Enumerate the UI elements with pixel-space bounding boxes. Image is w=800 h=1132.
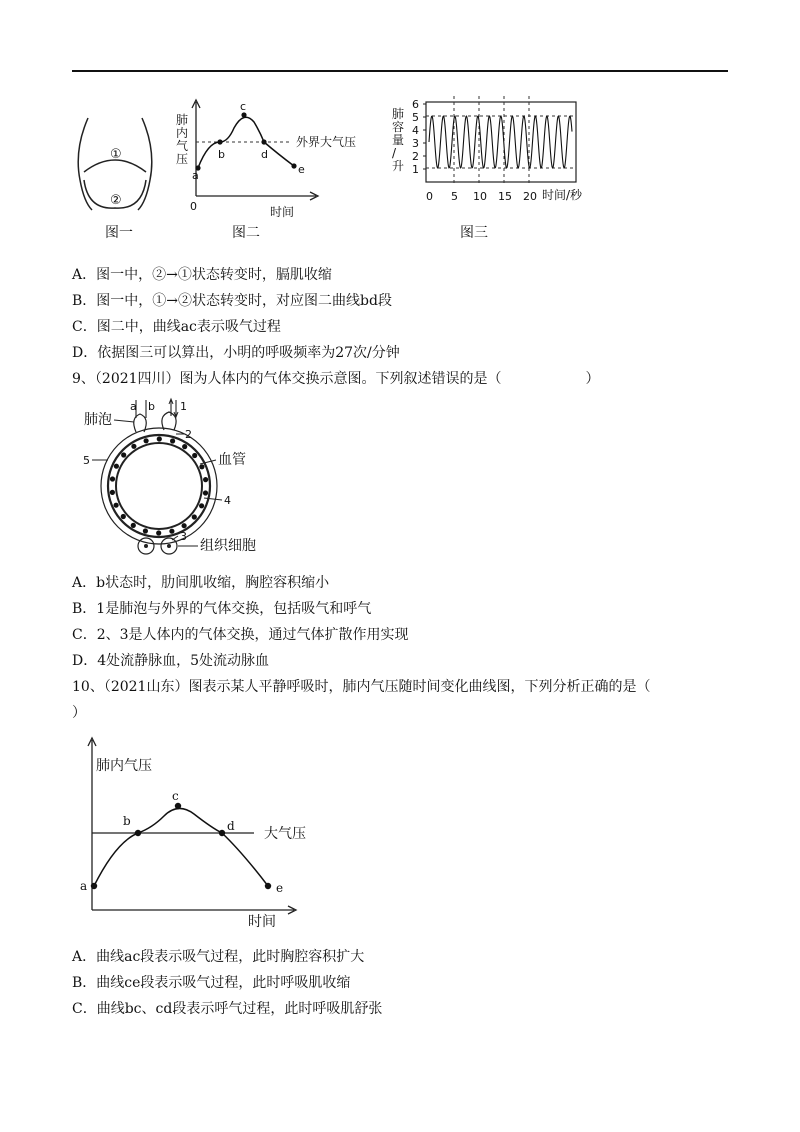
fig3-x-tick-label: 20 [523,190,537,203]
label-alveoli: 肺泡 [84,412,112,428]
blood-cell [143,528,148,533]
q9-option-d: D．4处流静脉血，5处流动脉血 [72,653,270,669]
fig2-y-label: 肺内气压 [176,113,189,166]
q8-option-d: D．依据图三可以算出，小明的呼吸频率为27次/分钟 [72,345,400,361]
fig3-y-tick-label: 3 [412,137,419,150]
tissue-cell-right-nucleus [167,544,171,548]
q8-option-c: C．图二中，曲线ac表示吸气过程 [72,319,281,335]
q10-label-e: e [276,881,284,895]
fig3-y-tick-label: 4 [412,124,419,137]
fig2-label-c: c [240,100,247,113]
blood-cell [121,514,126,519]
fig3-x-tick-label: 0 [426,190,433,203]
label-tissue: 组织细胞 [200,538,256,554]
blood-cell [110,490,115,495]
fig2-point-d [261,139,266,144]
fig1-label-1: ① [110,147,122,162]
fig2-label-b: b [218,148,225,161]
fig3-volume-wave [429,116,572,168]
q10-pressure-curve [94,808,268,886]
q10-option-a: A．曲线ac段表示吸气过程，此时胸腔容积扩大 [72,949,365,965]
fig3-x-ticks [426,190,537,203]
blood-cell [169,529,174,534]
label-5: 5 [83,454,90,467]
blood-cell [199,464,204,469]
tissue-cell-left-nucleus [144,544,148,548]
figure-1-diagram [70,110,160,215]
blood-cell [131,523,136,528]
blood-cell [199,503,204,508]
q10-point-b [135,830,141,836]
q10-point-c [175,803,181,809]
fig2-pressure-curve [198,117,294,168]
fig3-x-tick-label: 10 [473,190,487,203]
label-vessel: 血管 [218,452,246,468]
pointer-4 [204,498,222,500]
blood-cell [170,438,175,443]
blood-cell [156,530,161,535]
q10-point-d [219,830,225,836]
fig3-y-tick-label: 5 [412,111,419,124]
fig3-y-tick-label: 1 [412,163,419,176]
fig2-label-d: d [261,148,268,161]
blood-cell [110,476,115,481]
blood-cell [131,444,136,449]
fig3-vertical-dash-group [454,96,529,186]
figure-1-caption: 图一 [105,225,133,241]
label-b: b [148,400,155,413]
label-2: 2 [185,428,192,441]
blood-cell [182,523,187,528]
fig2-point-e [291,163,296,168]
fig3-y-tick-label: 6 [412,98,419,111]
fig2-ref-label: 外界大气压 [296,135,357,149]
fig2-x-label: 时间 [270,205,295,219]
blood-cell [121,452,126,457]
alveolus-right [162,412,176,430]
q10-option-b: B．曲线ce段表示吸气过程，此时呼吸肌收缩 [72,975,351,991]
blood-cell [144,438,149,443]
blood-cell [114,464,119,469]
vessel-mid-ring [108,435,210,537]
blood-cell [157,436,162,441]
fig3-x-tick-label: 15 [498,190,512,203]
q8-option-a: A．图一中，②→①状态转变时，膈肌收缩 [72,267,332,283]
fig2-label-e: e [298,163,305,176]
figure-2-chart [168,96,363,221]
q10-stem-line1: 10、（2021山东）图表示某人平静呼吸时，肺内气压随时间变化曲线图，下列分析正确的是（ [72,679,651,695]
blood-cell [182,444,187,449]
vessel-inner-ring [116,443,202,529]
blood-cell [203,477,208,482]
fig1-label-2: ② [110,193,122,208]
fig2-point-c [241,112,246,117]
q9-option-a: A．b状态时，肋间肌收缩，胸腔容积缩小 [72,575,330,591]
blood-cell [192,453,197,458]
q10-stem-line2: ） [72,705,86,721]
fig3-x-label: 时间/秒 [542,188,583,202]
blood-cell [192,514,197,519]
q9-option-c: C．2、3是人体内的气体交换，通过气体扩散作用实现 [72,627,409,643]
q10-ref-label: 大气压 [264,826,306,842]
fig3-x-tick-label: 5 [451,190,458,203]
label-3: 3 [180,530,187,543]
fig3-y-tick-label: 2 [412,150,419,163]
q10-point-e [265,883,271,889]
q10-y-label: 肺内气压 [96,758,152,774]
q8-option-b: B．图一中，①→②状态转变时，对应图二曲线bd段 [72,293,392,309]
q10-x-label: 时间 [248,914,276,930]
q9-option-b: B．1是肺泡与外界的气体交换，包括吸气和呼气 [72,601,372,617]
pointer-3 [172,536,178,540]
header-rule [72,70,728,72]
pointer-alveoli [114,420,134,422]
fig2-point-b [217,139,222,144]
label-4: 4 [224,494,231,507]
blood-cell-dots [110,436,208,535]
q10-point-a [91,883,97,889]
q10-label-d: d [227,819,235,833]
fig3-y-label: 肺容量/升 [392,107,405,173]
q10-label-a: a [80,879,88,893]
fig3-y-ticks [412,98,426,176]
fig3-plot-frame [426,102,576,182]
q10-label-c: c [172,789,179,803]
figure-3-caption: 图三 [460,225,488,241]
label-1: 1 [180,400,187,413]
blood-cell [114,503,119,508]
fig2-label-a: a [192,169,199,182]
figure-2-caption: 图二 [232,225,260,241]
label-a: a [130,400,137,413]
fig2-origin: 0 [190,200,197,213]
q9-stem: 9、（2021四川）图为人体内的气体交换示意图。下列叙述错误的是（ ） [72,371,600,387]
q10-label-b: b [123,814,131,828]
q10-pressure-chart [72,732,322,932]
q10-option-c: C．曲线bc、cd段表示呼气过程，此时呼吸肌舒张 [72,1001,383,1017]
q9-gas-exchange-diagram [78,396,278,558]
figure-3-chart [386,96,600,211]
vessel-outer-ring [101,428,217,544]
blood-cell [203,490,208,495]
